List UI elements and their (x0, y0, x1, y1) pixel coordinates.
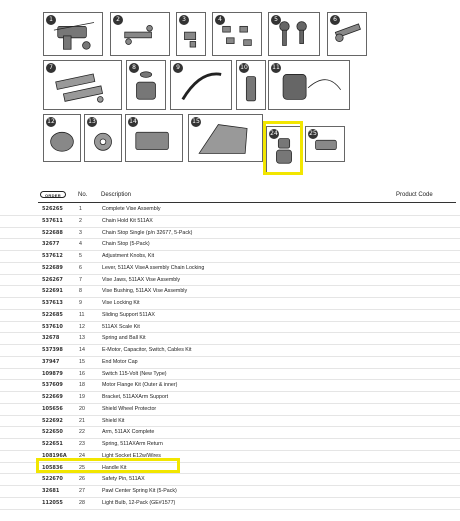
part-number-cell: 37947 (42, 358, 60, 365)
part-cell[interactable] (43, 60, 122, 110)
description-cell: Chain Hold Kit 511AX (102, 217, 153, 224)
column-header-no: No. (78, 192, 88, 198)
part-number: 10 (240, 64, 248, 71)
part-number: 9 (173, 63, 183, 73)
part-number-cell: 32677 (42, 241, 60, 248)
part-number-cell: 522688 (42, 229, 63, 236)
table-row[interactable] (0, 286, 460, 298)
description-cell: 511AX Scale Kit (102, 323, 140, 330)
chain-stop-illustration (177, 13, 205, 55)
item-no-cell: 25 (79, 464, 85, 471)
part-number: 12 (47, 118, 55, 125)
description-cell: Adjustment Knobs, Kit (102, 253, 155, 259)
part-cell[interactable] (110, 12, 170, 56)
item-no-cell: 24 (79, 452, 85, 459)
item-no-cell: 26 (79, 476, 85, 483)
item-no-cell: 12 (79, 323, 85, 330)
part-number-cell: 537612 (42, 253, 63, 259)
item-no-cell: 9 (79, 300, 82, 306)
part-number-cell: 522650 (42, 429, 63, 436)
part-number-cell: 32681 (42, 488, 60, 494)
item-no-cell: 28 (79, 499, 85, 506)
vise-locking-illustration (171, 61, 231, 109)
column-header-description: Description (101, 192, 132, 198)
table-row[interactable] (0, 369, 460, 381)
handle-illustration (306, 127, 344, 161)
description-cell: Light Socket E12w/Wires (102, 452, 161, 459)
item-no-cell: 7 (79, 276, 82, 283)
part-number-cell: 32678 (42, 335, 60, 342)
table-row[interactable] (0, 427, 460, 439)
part-number-cell: 537398 (42, 347, 63, 353)
part-number: 2 (113, 15, 123, 25)
table-row[interactable] (0, 345, 460, 357)
chain-stop-pack-illustration (213, 13, 261, 55)
table-row[interactable] (0, 228, 460, 240)
item-no-cell: 20 (79, 405, 85, 412)
description-cell: E-Motor, Capacitor, Switch, Cables Kit (102, 347, 192, 353)
adjustment-knobs-illustration (269, 13, 319, 55)
bracket-illustration (126, 115, 182, 161)
motor-illustration (269, 61, 349, 109)
description-cell: Vise Locking Kit (102, 300, 140, 306)
part-number: 14 (129, 118, 137, 125)
part-cell[interactable] (236, 60, 266, 110)
part-cell[interactable] (327, 12, 367, 56)
shield-illustration (189, 115, 262, 161)
part-number-cell: 105836 (42, 464, 63, 471)
part-cell[interactable] (170, 60, 232, 110)
item-no-cell: 1 (79, 206, 82, 212)
item-no-cell: 6 (79, 264, 82, 271)
part-number-cell: 109879 (42, 370, 63, 377)
lever-illustration (328, 13, 366, 55)
item-no-cell: 21 (79, 417, 85, 424)
switch-illustration (85, 115, 121, 161)
table-row[interactable] (0, 204, 460, 216)
part-cell[interactable] (212, 12, 262, 56)
item-no-cell: 23 (79, 441, 85, 447)
part-number-cell: 522691 (42, 288, 63, 295)
item-no-cell: 3 (79, 229, 82, 236)
order-logo: ORDER (40, 191, 66, 198)
part-number: 25 (309, 130, 317, 137)
vise-bushing-illustration (127, 61, 165, 109)
description-cell: Shield Kit (102, 417, 125, 424)
description-cell: Light Bulb, 12-Pack (GE#1577) (102, 499, 176, 506)
table-row[interactable] (0, 333, 460, 345)
light-socket-illustration (267, 127, 301, 173)
table-row[interactable] (0, 322, 460, 334)
description-cell: Vise Jaws, 511AX Vise Assembly (102, 276, 181, 283)
part-number-cell: 522651 (42, 441, 63, 447)
table-row[interactable] (0, 263, 460, 275)
item-no-cell: 15 (79, 358, 85, 365)
part-cell[interactable] (125, 114, 183, 162)
table-row[interactable] (0, 380, 460, 392)
description-cell: Spring and Ball Kit (102, 335, 146, 342)
part-number-cell: 105656 (42, 405, 63, 412)
table-row[interactable] (0, 239, 460, 251)
table-row[interactable] (0, 416, 460, 428)
description-cell: Handle Kit (102, 464, 127, 471)
description-cell: Shield Wheel Protector (102, 405, 157, 412)
part-number-cell: 522689 (42, 264, 63, 271)
item-no-cell: 22 (79, 429, 85, 436)
item-no-cell: 11 (79, 311, 85, 318)
header-divider (38, 202, 456, 203)
part-number: 8 (129, 63, 139, 73)
description-cell: Switch 115-Volt (New Type) (102, 370, 167, 377)
part-cell[interactable] (266, 126, 302, 174)
part-number: 3 (179, 15, 189, 25)
part-number-cell: 537613 (42, 300, 63, 306)
part-number: 11 (272, 64, 280, 71)
part-number-cell: 522692 (42, 417, 63, 424)
item-no-cell: 19 (79, 394, 85, 400)
part-number-cell: 537610 (42, 323, 63, 330)
item-no-cell: 8 (79, 288, 82, 295)
item-no-cell: 18 (79, 382, 85, 389)
part-number: 1 (46, 15, 56, 25)
table-row[interactable] (0, 474, 460, 486)
part-number: 4 (215, 15, 225, 25)
description-cell: Lever, 511AX ViseA ssembly Chain Locking (102, 264, 205, 271)
part-cell[interactable] (84, 114, 122, 162)
part-cell[interactable] (188, 114, 263, 162)
table-row[interactable] (0, 251, 460, 263)
part-number: 15 (192, 118, 200, 125)
description-cell: End Motor Cap (102, 358, 138, 365)
description-cell: Sliding Support 511AX (102, 311, 155, 318)
part-number: 24 (270, 130, 278, 137)
description-cell: Spring, 511AXArm Return (102, 441, 163, 447)
part-number: 13 (88, 118, 96, 125)
part-number-cell: 537609 (42, 382, 63, 389)
table-row[interactable] (0, 439, 460, 451)
part-number: 7 (46, 63, 56, 73)
table-row[interactable] (0, 498, 460, 510)
part-cell[interactable] (268, 60, 350, 110)
table-row[interactable] (0, 216, 460, 228)
part-cell[interactable] (43, 12, 103, 56)
description-cell: Chain Stop Single (p/n 32677, 5-Pack) (102, 229, 193, 236)
vise-assembly-illustration (44, 13, 102, 55)
column-header-product-code: Product Code (396, 192, 433, 198)
table-header (0, 188, 460, 202)
description-cell: Chain Stop (5-Pack) (102, 241, 150, 248)
part-number-cell: 526267 (42, 276, 63, 283)
item-no-cell: 14 (79, 347, 85, 353)
description-cell: Pawl Center Spring Kit (5-Pack) (102, 488, 177, 494)
row-24-highlight (36, 458, 180, 473)
part-number-cell: 522669 (42, 394, 63, 400)
table-row[interactable] (0, 486, 460, 498)
part-number-cell: 522670 (42, 476, 63, 483)
part-number-cell: 526265 (42, 206, 63, 212)
part-cell[interactable] (126, 60, 166, 110)
description-cell: Arm, 511AX Complete (102, 429, 155, 436)
part-number-cell: 522685 (42, 311, 63, 318)
sliding-support-illustration (237, 61, 265, 109)
part-number: 5 (271, 15, 281, 25)
end-cap-illustration (44, 115, 80, 161)
item-no-cell: 16 (79, 370, 85, 377)
part-number-cell: 112055 (42, 499, 63, 506)
description-cell: Bracket, 511AXArm Support (102, 394, 169, 400)
part-cell[interactable] (43, 114, 81, 162)
part-number: 6 (330, 15, 340, 25)
table-row[interactable] (0, 357, 460, 369)
item-no-cell: 5 (79, 253, 82, 259)
part-number-cell: 108196A (42, 452, 67, 459)
table-row[interactable] (0, 275, 460, 287)
description-cell: Motor Flange Kit (Outer & inner) (102, 382, 178, 389)
table-row[interactable] (0, 392, 460, 404)
item-no-cell: 13 (79, 335, 85, 342)
description-cell: Safety Pin, 511AX (102, 476, 145, 483)
item-no-cell: 4 (79, 241, 82, 248)
part-cell[interactable] (268, 12, 320, 56)
item-no-cell: 2 (79, 217, 82, 224)
description-cell: Vise Bushing, 511AX Vise Assembly (102, 288, 188, 295)
part-number-cell: 537611 (42, 217, 63, 224)
vise-jaws-illustration (44, 61, 121, 109)
table-row[interactable] (0, 310, 460, 322)
description-cell: Complete Vise Assembly (102, 206, 161, 212)
table-row[interactable] (0, 298, 460, 310)
chain-hold-illustration (111, 13, 169, 55)
exploded-parts-diagram (0, 0, 460, 185)
part-cell[interactable] (176, 12, 206, 56)
part-cell[interactable] (305, 126, 345, 162)
table-row[interactable] (0, 404, 460, 416)
item-no-cell: 27 (79, 488, 85, 494)
